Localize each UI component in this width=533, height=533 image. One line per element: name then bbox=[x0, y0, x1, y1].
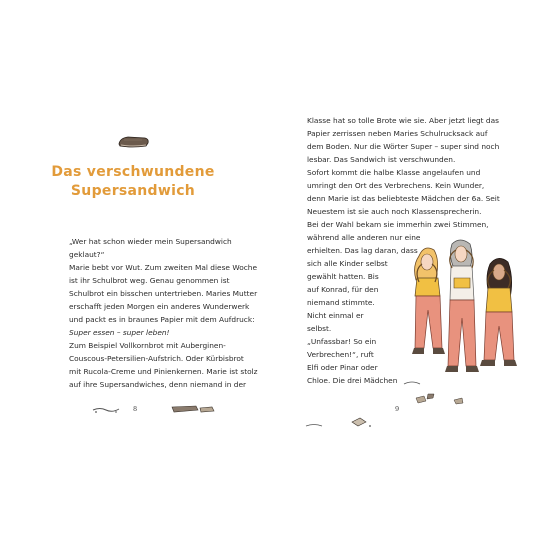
text-line: ist ihr Schulbrot weg. Genau genommen ist bbox=[69, 276, 230, 285]
text-line: erhielten. Das lag daran, dass bbox=[307, 246, 418, 255]
left-page bbox=[0, 0, 266, 533]
text-line: Verbrechen!“, ruft bbox=[307, 350, 374, 359]
page-number-right: 9 bbox=[395, 405, 400, 413]
text-line: niemand stimmte. bbox=[307, 298, 375, 307]
girls-illustration bbox=[402, 238, 522, 388]
text-line: Super essen – super leben! bbox=[69, 328, 170, 337]
left-body-text bbox=[69, 235, 258, 391]
text-line: Bei der Wahl bekam sie immerhin zwei Stimmen, bbox=[307, 220, 489, 229]
text-line: Marie bebt vor Wut. Zum zweiten Mal diese Woche bbox=[69, 263, 258, 272]
sandwich-icon bbox=[116, 135, 150, 149]
text-line: Zum Beispiel Vollkornbrot mit Auberginen- bbox=[69, 341, 226, 350]
crumbs-illustration bbox=[92, 406, 122, 414]
chapter-title-line-2: Supersandwich bbox=[70, 183, 196, 199]
text-line: während alle anderen nur eine bbox=[307, 233, 421, 242]
text-line: erschafft jeden Morgen ein anderes Wunderwerk bbox=[69, 302, 250, 311]
text-line: „Wer hat schon wieder mein Supersandwich bbox=[69, 237, 232, 246]
text-line: geklaut?“ bbox=[69, 250, 105, 259]
paper-scraps-illustration bbox=[306, 392, 486, 428]
text-line: Chloe. Die drei Mädchen bbox=[307, 376, 398, 385]
text-line: Elfi oder Pinar oder bbox=[307, 363, 378, 372]
text-line: Klasse hat so tolle Brote wie sie. Aber jetzt liegt das bbox=[307, 116, 500, 125]
text-line: sich alle Kinder selbst bbox=[307, 259, 388, 268]
text-line: „Unfassbar! So ein bbox=[307, 337, 377, 346]
text-line: und packt es in braunes Papier mit dem Aufdruck: bbox=[69, 315, 255, 324]
text-line: Schulbrot ein bisschen untertrieben. Maries Mutter bbox=[69, 289, 258, 298]
text-line: Papier zerrissen neben Maries Schulrucksack auf bbox=[307, 129, 488, 138]
girl-figure-middle bbox=[445, 240, 479, 372]
text-line: auf ihre Supersandwiches, denn niemand in der bbox=[69, 380, 247, 389]
text-line: dem Boden. Nur die Wörter Super – super sind noch bbox=[307, 142, 500, 151]
text-line: umringt den Ort des Verbrechens. Kein Wunder, bbox=[307, 181, 485, 190]
text-line: Neuestem ist sie auch noch Klassensprecherin. bbox=[307, 207, 482, 216]
chapter-title-line-1: Das verschwundene bbox=[51, 164, 215, 180]
girl-figure-left bbox=[412, 248, 445, 354]
text-line: Nicht einmal er bbox=[307, 311, 364, 320]
text-line: gewählt hatten. Bis bbox=[307, 272, 379, 281]
text-line: lesbar. Das Sandwich ist verschwunden. bbox=[307, 155, 456, 164]
right-page bbox=[266, 0, 533, 533]
text-line: mit Rucola-Creme und Pinienkernen. Marie ist stolz bbox=[69, 367, 258, 376]
text-line: denn Marie ist das beliebteste Mädchen der 6a. Seit bbox=[307, 194, 500, 203]
page-number-left: 8 bbox=[133, 405, 138, 413]
chapter-title bbox=[0, 163, 266, 201]
text-line: selbst. bbox=[307, 324, 332, 333]
paper-scraps-illustration bbox=[170, 404, 216, 414]
girl-figure-right bbox=[480, 258, 517, 366]
text-line: Couscous-Petersilien-Aufstrich. Oder Kürbisbrot bbox=[69, 354, 244, 363]
text-line: auf Konrad, für den bbox=[307, 285, 379, 294]
text-line: Sofort kommt die halbe Klasse angelaufen und bbox=[307, 168, 481, 177]
